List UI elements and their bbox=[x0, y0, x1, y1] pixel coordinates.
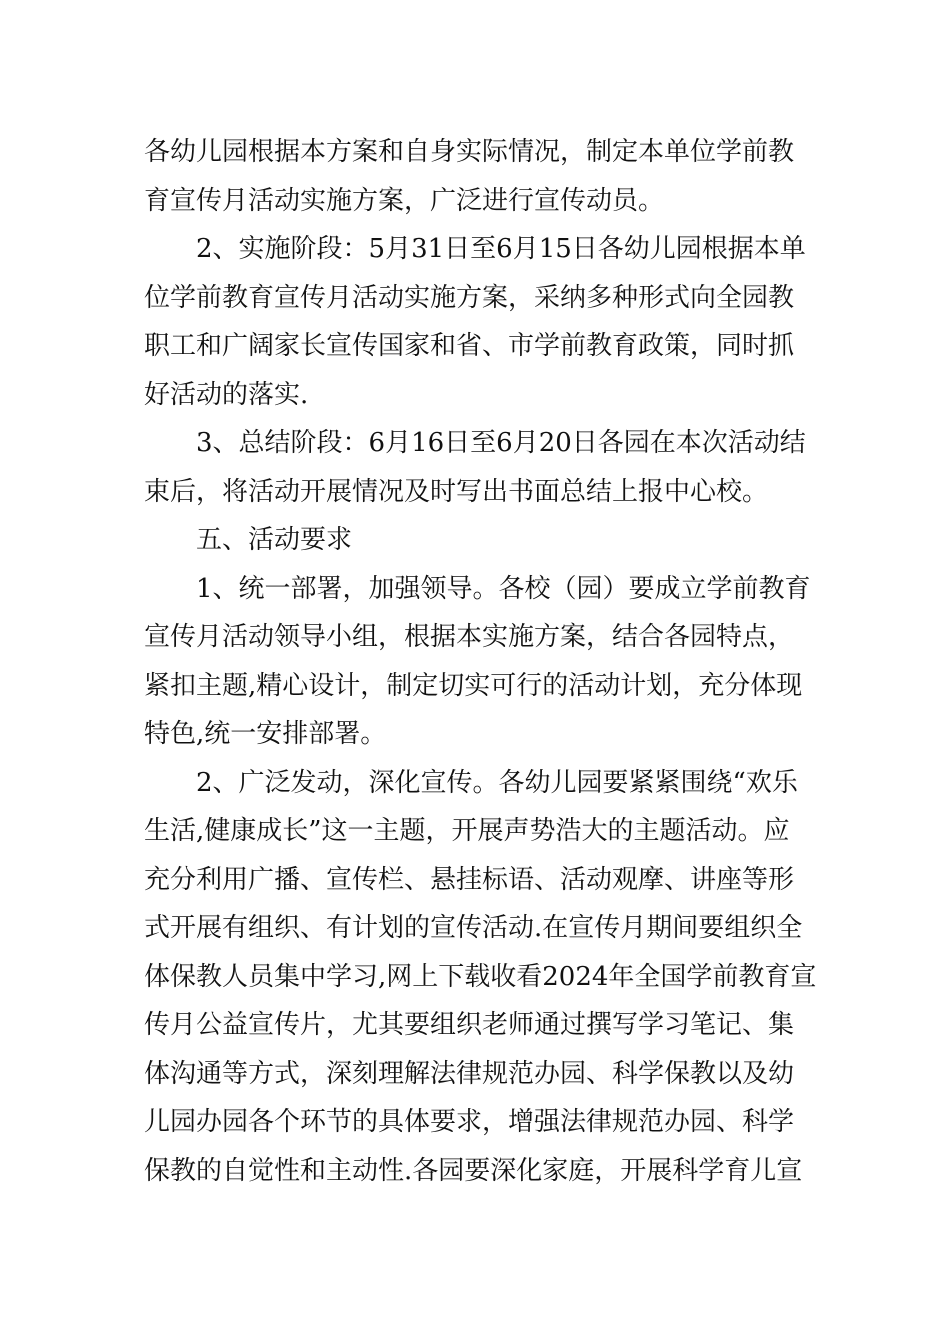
text-line: 职工和广阔家长宣传国家和省、市学前教育政策，同时抓 bbox=[144, 331, 795, 361]
text-line: 束后，将活动开展情况及时写出书面总结上报中心校。 bbox=[144, 476, 769, 507]
text-line: 位学前教育宣传月活动实施方案，采纳多种形式向全园教 bbox=[144, 282, 795, 313]
text-line: 充分利用广播、宣传栏、悬挂标语、活动观摩、讲座等形 bbox=[144, 864, 795, 895]
text-line: 保教的自觉性和主动性.各园要深化家庭，开展科学育儿宣 bbox=[144, 1155, 803, 1186]
document-body bbox=[144, 128, 817, 1195]
text-line: 紧扣主题,精心设计，制定切实可行的活动计划，充分体现 bbox=[144, 670, 803, 701]
text-line: 2、实施阶段：5月31日至6月15日各幼儿园根据本单 bbox=[196, 234, 806, 264]
text-line: 式开展有组织、有计划的宣传活动.在宣传月期间要组织全 bbox=[144, 913, 803, 943]
text-line: 五、活动要求 bbox=[196, 525, 353, 555]
text-line: 好活动的落实. bbox=[144, 379, 309, 410]
text-line: 特色,统一安排部署。 bbox=[144, 719, 387, 749]
text-line: 体沟通等方式，深刻理解法律规范办园、科学保教以及幼 bbox=[144, 1058, 795, 1089]
text-line: 传月公益宣传片，尤其要组织老师通过撰写学习笔记、集 bbox=[144, 1010, 795, 1040]
text-line: 3、总结阶段：6月16日至6月20日各园在本次活动结 bbox=[196, 428, 806, 458]
text-line: 2、广泛发动，深化宣传。各幼儿园要紧紧围绕“欢乐 bbox=[196, 767, 798, 798]
text-line: 各幼儿园根据本方案和自身实际情况，制定本单位学前教 bbox=[144, 137, 795, 167]
text-line: 儿园办园各个环节的具体要求，增强法律规范办园、科学 bbox=[144, 1107, 795, 1137]
text-line: 育宣传月活动实施方案，广泛进行宣传动员。 bbox=[144, 185, 665, 216]
text-line: 生活,健康成长”这一主题，开展声势浩大的主题活动。应 bbox=[144, 816, 790, 846]
text-line: 宣传月活动领导小组，根据本实施方案，结合各园特点， bbox=[144, 622, 795, 652]
text-line: 体保教人员集中学习,网上下载收看2024年全国学前教育宣 bbox=[144, 961, 817, 992]
text-line: 1、统一部署，加强领导。各校（园）要成立学前教育 bbox=[196, 573, 811, 604]
